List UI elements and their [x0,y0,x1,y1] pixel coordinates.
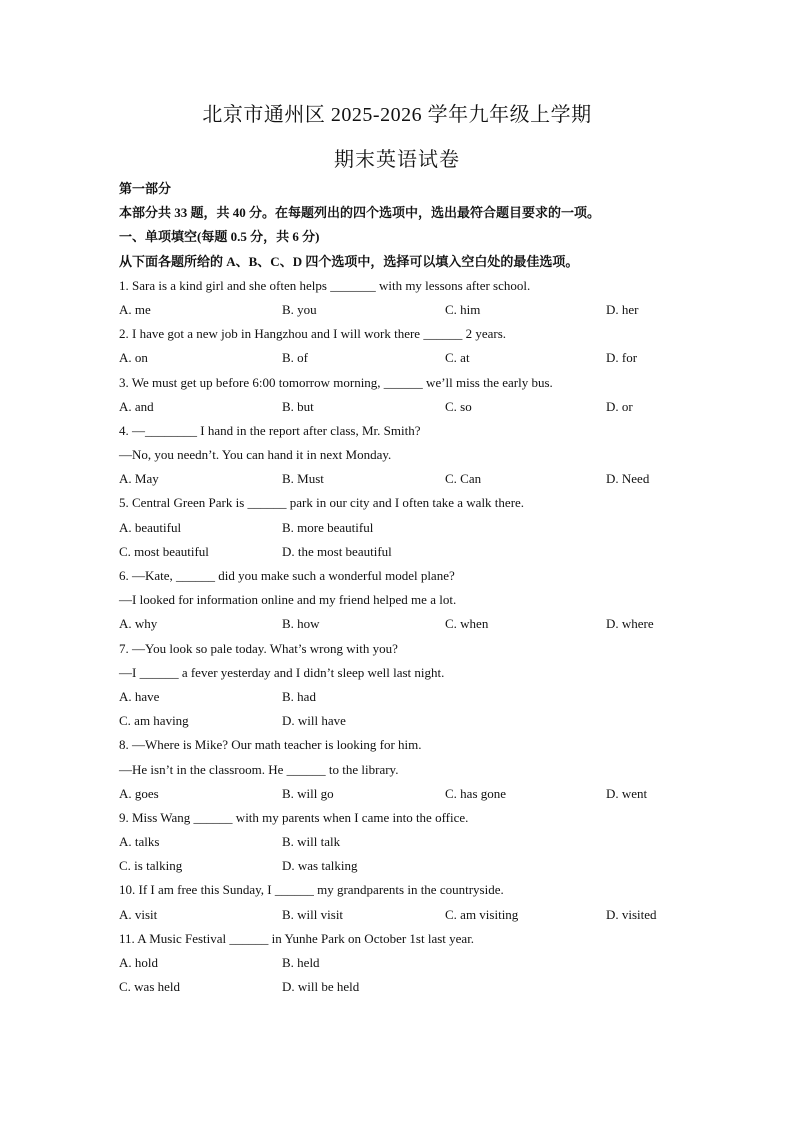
answer-option: B. will visit [282,906,344,922]
question-dialogue-line: —No, you needn’t. You can hand it in next Monday. [119,447,392,463]
option-row [119,830,679,854]
question-stem: 9. Miss Wang ______ with my parents when I came into the office. [119,809,469,825]
option-row [119,951,679,975]
question-stem: 3. We must get up before 6:00 tomorrow morning, ______ we’ll miss the early bus. [119,374,553,390]
answer-option: D. visited [606,906,657,922]
question-dialogue-line: —I ______ a fever yesterday and I didn’t sleep well last night. [119,664,445,680]
question-stem: 7. —You look so pale today. What’s wrong with you? [119,640,398,656]
answer-option: C. has gone [445,785,507,801]
question-item [119,733,679,806]
question-stem: 11. A Music Festival ______ in Yunhe Park on October 1st last year. [119,930,475,946]
answer-option: B. more beautiful [282,519,374,535]
answer-option: C. at [445,350,470,366]
answer-option: B. will go [282,785,334,801]
option-row [119,467,679,491]
question-item [119,927,679,1000]
answer-option: A. have [119,688,160,704]
option-row [119,975,679,999]
answer-option: A. why [119,616,158,632]
part-intro: 本部分共 33 题，共 40 分。在每题列出的四个选项中，选出最符合题目要求的一项。 [119,205,601,221]
answer-option: A. on [119,350,148,366]
answer-option: C. when [445,616,489,632]
answer-option: A. and [119,398,154,414]
question-item [119,274,679,322]
question-dialogue-line: —I looked for information online and my friend helped me a lot. [119,592,457,608]
answer-option: B. how [282,616,320,632]
exam-content [119,177,679,999]
answer-option: D. where [606,616,654,632]
question-stem: 6. —Kate, ______ did you make such a wonderful model plane? [119,568,455,583]
answer-option: D. for [606,350,638,366]
answer-option: D. will be held [282,979,360,995]
answer-option: B. you [282,301,317,317]
answer-option: A. May [119,471,159,487]
question-stem: 10. If I am free this Sunday, I ______ my grandparents in the countryside. [119,882,504,898]
section-instruction: 从下面各题所给的 A、B、C、D 四个选项中，选择可以填入空白处的最佳选项。 [119,253,579,269]
question-stem: 1. Sara is a kind girl and she often helps _______ with my lessons after school. [119,277,531,293]
answer-option: D. will have [282,713,346,729]
option-row [119,540,679,564]
question-stem: 8. —Where is Mike? Our math teacher is looking for him. [119,737,422,753]
answer-option: B. held [282,955,320,970]
section-heading: 一、单项填空(每题 0.5 分，共 6 分) [119,229,320,245]
answer-option: A. goes [119,785,159,801]
answer-option: A. hold [119,955,158,970]
exam-title-line1: 北京市通州区 2025-2026 学年九年级上学期 [202,104,592,126]
answer-option: B. but [282,398,314,414]
question-stem: 2. I have got a new job in Hangzhou and I will work there ______ 2 years. [119,326,507,342]
answer-option: A. visit [119,906,158,922]
option-row [119,516,679,540]
question-item [119,491,679,564]
option-row [119,395,679,419]
option-row [119,298,679,322]
question-stem: 4. —________ I hand in the report after class, Mr. Smith? [119,422,421,438]
answer-option: B. of [282,350,308,366]
question-item [119,806,679,879]
question-item [119,564,679,637]
answer-option: D. was talking [282,858,358,874]
option-row [119,709,679,733]
option-row [119,903,679,927]
answer-option: B. Must [282,471,324,487]
answer-option: C. Can [445,471,482,487]
option-row [119,612,679,636]
part-label: 第一部分 [119,181,172,196]
answer-option: D. went [606,785,648,801]
answer-option: C. so [445,398,472,414]
question-stem: 5. Central Green Park is ______ park in our city and I often take a walk there. [119,495,525,511]
question-dialogue-line: —He isn’t in the classroom. He ______ to the library. [119,761,399,777]
answer-option: A. me [119,301,151,317]
option-row [119,685,679,709]
answer-option: A. beautiful [119,519,182,535]
answer-option: C. am having [119,713,189,729]
answer-option: A. talks [119,834,160,850]
option-row [119,346,679,370]
answer-option: C. am visiting [445,906,519,922]
answer-option: B. had [282,688,316,704]
question-item [119,322,679,370]
answer-option: D. the most beautiful [282,543,392,559]
answer-option: C. most beautiful [119,543,209,559]
question-item [119,419,679,492]
question-item [119,371,679,419]
question-list [119,274,679,1000]
question-item [119,878,679,926]
answer-option: C. is talking [119,858,183,874]
option-row [119,854,679,878]
option-row [119,782,679,806]
answer-option: D. or [606,398,633,414]
exam-title-line2: 期末英语试卷 [334,149,460,171]
answer-option: C. was held [119,979,181,995]
question-item [119,637,679,734]
answer-option: D. Need [606,471,650,487]
answer-option: D. her [606,301,639,317]
answer-option: C. him [445,301,481,317]
answer-option: B. will talk [282,834,341,850]
